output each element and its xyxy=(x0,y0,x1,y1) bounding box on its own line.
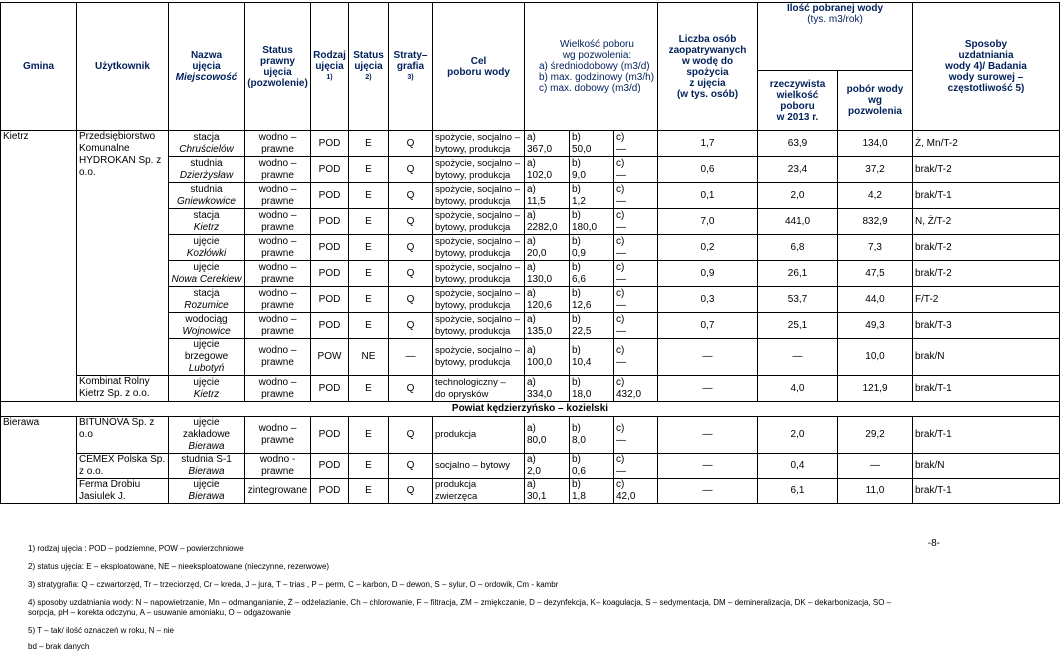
pobor-cell: 832,9 xyxy=(838,209,913,235)
avg-daily-cell: a) 102,0 xyxy=(525,157,570,183)
sposob-cell: brak/T-2 xyxy=(913,157,1060,183)
pobor-cell: 7,3 xyxy=(838,235,913,261)
max-daily-cell: c) 432,0 xyxy=(614,376,658,402)
stratygrafia-cell: Q xyxy=(389,209,433,235)
status-prawny-cell: wodno – prawne xyxy=(245,209,311,235)
nazwa-cell: stacja Kietrz xyxy=(169,209,245,235)
status-cell: E xyxy=(349,157,389,183)
stratygrafia-cell: Q xyxy=(389,376,433,402)
rzeczywista-cell: 4,0 xyxy=(758,376,838,402)
liczba-cell: 0,7 xyxy=(658,313,758,339)
sposob-cell: F/T-2 xyxy=(913,287,1060,313)
sposob-cell: brak/T-1 xyxy=(913,376,1060,402)
cel-cell: spożycie, socjalno – bytowy, produkcja xyxy=(433,183,525,209)
sposob-cell: brak/T-1 xyxy=(913,417,1060,454)
status-cell: E xyxy=(349,376,389,402)
max-hourly-cell: b) 50,0 xyxy=(570,131,614,157)
liczba-cell: 0,9 xyxy=(658,261,758,287)
status-prawny-cell: wodno – prawne xyxy=(245,261,311,287)
cel-cell: spożycie, socjalno – bytowy, produkcja xyxy=(433,131,525,157)
max-daily-cell: c) — xyxy=(614,209,658,235)
avg-daily-cell: a) 2,0 xyxy=(525,454,570,479)
header-wielkosc: Wielkość poboru wg pozwolenia: a) średniodobowy (m3/d) b) max. godzinowy (m3/h) c) max. dobowy (m3/d) xyxy=(525,3,658,131)
stratygrafia-cell: Q xyxy=(389,131,433,157)
max-hourly-cell: b) 0,9 xyxy=(570,235,614,261)
rzeczywista-cell: 2,0 xyxy=(758,183,838,209)
pobor-cell: 44,0 xyxy=(838,287,913,313)
table-row xyxy=(1,417,1060,454)
cel-cell: spożycie, socjalno – bytowy, produkcja xyxy=(433,157,525,183)
nazwa-cell: ujęcie Nowa Cerekiew xyxy=(169,261,245,287)
uzytkownik-cell: CEMEX Polska Sp. z o.o. xyxy=(77,454,169,479)
uzytkownik-cell: Kombinat Rolny Kietrz Sp. z o.o. xyxy=(77,376,169,402)
avg-daily-cell: a) 120,6 xyxy=(525,287,570,313)
footnote-2: 2) status ujęcia: E – eksploatowane, NE – nieeksploatowane (nieczynne, rezerwowe) xyxy=(28,562,330,571)
header-status-prawny: Status prawny ujęcia (pozwolenie) xyxy=(245,3,311,131)
sposob-cell: brak/T-1 xyxy=(913,183,1060,209)
max-daily-cell: c) — xyxy=(614,261,658,287)
stratygrafia-cell: Q xyxy=(389,454,433,479)
footnote-4: 4) sposoby uzdatniania wody: N – napowietrzanie, Mn – odmanganianie, Ż – odżelazianie, Ch – chlorowanie, F – filtracja, ZM – zmiękczanie, D – dezynfekcja, K– koagulacja, S – sedymentacja, DM – demineralizacja, DK – dekarbonizacja, SO – sorpcja, pH – korekta odczynu, A – usuwanie amoniaku, O – odgazowanie xyxy=(28,598,892,617)
water-intake-table xyxy=(0,2,1060,504)
sposob-cell: brak/T-2 xyxy=(913,235,1060,261)
cel-cell: spożycie, socjalno – bytowy, produkcja xyxy=(433,261,525,287)
cel-cell: spożycie, socjalno – bytowy, produkcja xyxy=(433,235,525,261)
rzeczywista-cell: — xyxy=(758,339,838,376)
rodzaj-cell: POW xyxy=(311,339,349,376)
max-daily-cell: c) — xyxy=(614,131,658,157)
avg-daily-cell: a) 367,0 xyxy=(525,131,570,157)
nazwa-cell: studnia Dzierżysław xyxy=(169,157,245,183)
status-prawny-cell: wodno – prawne xyxy=(245,376,311,402)
stratygrafia-cell: Q xyxy=(389,261,433,287)
status-cell: E xyxy=(349,209,389,235)
cel-cell: technologiczny – do oprysków xyxy=(433,376,525,402)
rodzaj-cell: POD xyxy=(311,131,349,157)
max-daily-cell: c) — xyxy=(614,313,658,339)
rodzaj-cell: POD xyxy=(311,454,349,479)
status-prawny-cell: wodno – prawne xyxy=(245,131,311,157)
powiat-row xyxy=(1,402,1060,417)
max-hourly-cell: b) 6,6 xyxy=(570,261,614,287)
pobor-cell: 11,0 xyxy=(838,479,913,504)
avg-daily-cell: a) 11,5 xyxy=(525,183,570,209)
nazwa-cell: ujęcie Kozłówki xyxy=(169,235,245,261)
sposob-cell: brak/T-1 xyxy=(913,479,1060,504)
max-hourly-cell: b) 22,5 xyxy=(570,313,614,339)
gmina-cell: Kietrz xyxy=(1,131,77,402)
pobor-cell: 121,9 xyxy=(838,376,913,402)
cel-cell: socjalno – bytowy xyxy=(433,454,525,479)
max-daily-cell: c) — xyxy=(614,339,658,376)
page-number: -8- xyxy=(927,538,940,549)
max-daily-cell: c) — xyxy=(614,183,658,209)
rzeczywista-cell: 2,0 xyxy=(758,417,838,454)
max-hourly-cell: b) 12,6 xyxy=(570,287,614,313)
nazwa-cell: stacja Chruścielów xyxy=(169,131,245,157)
rzeczywista-cell: 6,1 xyxy=(758,479,838,504)
max-daily-cell: c) — xyxy=(614,235,658,261)
pobor-cell: 4,2 xyxy=(838,183,913,209)
status-cell: E xyxy=(349,454,389,479)
avg-daily-cell: a) 100,0 xyxy=(525,339,570,376)
table-row xyxy=(1,376,1060,402)
rodzaj-cell: POD xyxy=(311,183,349,209)
max-daily-cell: c) 42,0 xyxy=(614,479,658,504)
max-hourly-cell: b) 180,0 xyxy=(570,209,614,235)
header-uzytkownik: Użytkownik xyxy=(77,3,169,131)
liczba-cell: 0,2 xyxy=(658,235,758,261)
status-cell: E xyxy=(349,131,389,157)
nazwa-cell: wodociąg Wojnowice xyxy=(169,313,245,339)
status-cell: E xyxy=(349,261,389,287)
rodzaj-cell: POD xyxy=(311,376,349,402)
rodzaj-cell: POD xyxy=(311,479,349,504)
status-prawny-cell: wodno – prawne xyxy=(245,287,311,313)
pobor-cell: 10,0 xyxy=(838,339,913,376)
rzeczywista-cell: 0,4 xyxy=(758,454,838,479)
status-prawny-cell: zintegrowane xyxy=(245,479,311,504)
stratygrafia-cell: — xyxy=(389,339,433,376)
header-pobor: pobór wody wg pozwolenia xyxy=(838,71,913,131)
pobor-cell: 134,0 xyxy=(838,131,913,157)
header-liczba: Liczba osób zaopatrywanych w wodę do spożycia z ujęcia (w tys. osób) xyxy=(658,3,758,131)
max-hourly-cell: b) 18,0 xyxy=(570,376,614,402)
stratygrafia-cell: Q xyxy=(389,417,433,454)
header-gmina: Gmina xyxy=(1,3,77,131)
max-daily-cell: c) — xyxy=(614,417,658,454)
pobor-cell: 29,2 xyxy=(838,417,913,454)
rzeczywista-cell: 53,7 xyxy=(758,287,838,313)
stratygrafia-cell: Q xyxy=(389,287,433,313)
status-cell: NE xyxy=(349,339,389,376)
status-cell: E xyxy=(349,479,389,504)
status-cell: E xyxy=(349,417,389,454)
liczba-cell: — xyxy=(658,479,758,504)
pobor-cell: 49,3 xyxy=(838,313,913,339)
status-prawny-cell: wodno – prawne xyxy=(245,183,311,209)
cel-cell: produkcja xyxy=(433,417,525,454)
liczba-cell: 1,7 xyxy=(658,131,758,157)
cel-cell: spożycie, socjalno – bytowy, produkcja xyxy=(433,339,525,376)
status-prawny-cell: wodno – prawne xyxy=(245,157,311,183)
liczba-cell: — xyxy=(658,376,758,402)
max-hourly-cell: b) 1,8 xyxy=(570,479,614,504)
footnote-6: bd – brak danych xyxy=(28,642,90,651)
cel-cell: produkcja zwierzęca xyxy=(433,479,525,504)
liczba-cell: 7,0 xyxy=(658,209,758,235)
header-nazwa: Nazwa ujęcia Miejscowość xyxy=(169,3,245,131)
sposob-cell: brak/N xyxy=(913,454,1060,479)
cel-cell: spożycie, socjalno – bytowy, produkcja xyxy=(433,209,525,235)
liczba-cell: — xyxy=(658,339,758,376)
pobor-cell: 47,5 xyxy=(838,261,913,287)
max-daily-cell: c) — xyxy=(614,287,658,313)
status-cell: E xyxy=(349,287,389,313)
liczba-cell: 0,1 xyxy=(658,183,758,209)
sposob-cell: brak/T-2 xyxy=(913,261,1060,287)
rodzaj-cell: POD xyxy=(311,235,349,261)
nazwa-cell: ujęcie Kietrz xyxy=(169,376,245,402)
stratygrafia-cell: Q xyxy=(389,479,433,504)
max-hourly-cell: b) 8,0 xyxy=(570,417,614,454)
rzeczywista-cell: 23,4 xyxy=(758,157,838,183)
liczba-cell: — xyxy=(658,454,758,479)
status-cell: E xyxy=(349,235,389,261)
footnote-1: 1) rodzaj ujęcia : POD – podziemne, POW – powierzchniowe xyxy=(28,544,244,553)
nazwa-cell: ujęcie brzegowe Lubotyń xyxy=(169,339,245,376)
footnote-5: 5) T – tak/ ilość oznaczeń w roku, N – nie xyxy=(28,626,174,635)
nazwa-cell: studnia S-1 Bierawa xyxy=(169,454,245,479)
avg-daily-cell: a) 2282,0 xyxy=(525,209,570,235)
uzytkownik-cell: BITUNOVA Sp. z o.o xyxy=(77,417,169,454)
rodzaj-cell: POD xyxy=(311,313,349,339)
header-cel: Cel poboru wody xyxy=(433,3,525,131)
rzeczywista-cell: 441,0 xyxy=(758,209,838,235)
sposob-cell: N, Ż/T-2 xyxy=(913,209,1060,235)
avg-daily-cell: a) 20,0 xyxy=(525,235,570,261)
cel-cell: spożycie, socjalno – bytowy, produkcja xyxy=(433,313,525,339)
cel-cell: spożycie, socjalno – bytowy, produkcja xyxy=(433,287,525,313)
max-daily-cell: c) — xyxy=(614,454,658,479)
table-row xyxy=(1,131,1060,157)
liczba-cell: 0,3 xyxy=(658,287,758,313)
status-prawny-cell: wodno - prawne xyxy=(245,454,311,479)
nazwa-cell: stacja Rozumice xyxy=(169,287,245,313)
pobor-cell: — xyxy=(838,454,913,479)
footnote-3: 3) stratygrafia: Q – czwartorzęd, Tr – trzeciorzęd, Cr – kreda, J – jura, T – trias , P – perm, C – karbon, D – dewon, S – sylur, O – ordowik, Cm - kambr xyxy=(28,580,559,589)
header-rodzaj: Rodzaj ujęcia $^{1)}$ xyxy=(311,3,349,131)
nazwa-cell: studnia Gniewkowice xyxy=(169,183,245,209)
rzeczywista-cell: 63,9 xyxy=(758,131,838,157)
gmina-cell: Bierawa xyxy=(1,417,77,504)
rzeczywista-cell: 26,1 xyxy=(758,261,838,287)
avg-daily-cell: a) 130,0 xyxy=(525,261,570,287)
nazwa-cell: ujęcie Bierawa xyxy=(169,479,245,504)
sposob-cell: brak/N xyxy=(913,339,1060,376)
status-prawny-cell: wodno – prawne xyxy=(245,339,311,376)
rodzaj-cell: POD xyxy=(311,261,349,287)
status-prawny-cell: wodno – prawne xyxy=(245,417,311,454)
avg-daily-cell: a) 135,0 xyxy=(525,313,570,339)
status-cell: E xyxy=(349,313,389,339)
nazwa-cell: ujęcie zakładowe Bierawa xyxy=(169,417,245,454)
header-rzeczywista: rzeczywista wielkość poboru w 2013 r. xyxy=(758,71,838,131)
avg-daily-cell: a) 334,0 xyxy=(525,376,570,402)
stratygrafia-cell: Q xyxy=(389,235,433,261)
uzytkownik-cell: Przedsiębiorstwo Komunalne HYDROKAN Sp. z o.o. xyxy=(77,131,169,376)
status-prawny-cell: wodno – prawne xyxy=(245,235,311,261)
header-sposoby: Sposoby uzdatniania wody 4)/ Badania wody surowej – częstotliwość 5) xyxy=(913,3,1060,131)
liczba-cell: — xyxy=(658,417,758,454)
liczba-cell: 0,6 xyxy=(658,157,758,183)
rodzaj-cell: POD xyxy=(311,209,349,235)
uzytkownik-cell: Ferma Drobiu Jasiulek J. xyxy=(77,479,169,504)
rzeczywista-cell: 25,1 xyxy=(758,313,838,339)
max-hourly-cell: b) 0,6 xyxy=(570,454,614,479)
stratygrafia-cell: Q xyxy=(389,313,433,339)
max-hourly-cell: b) 9,0 xyxy=(570,157,614,183)
rodzaj-cell: POD xyxy=(311,287,349,313)
rzeczywista-cell: 6,8 xyxy=(758,235,838,261)
sposob-cell: Ż, Mn/T-2 xyxy=(913,131,1060,157)
max-hourly-cell: b) 1,2 xyxy=(570,183,614,209)
header-stratygrafia: Straty– grafia $^{3)}$ xyxy=(389,3,433,131)
stratygrafia-cell: Q xyxy=(389,183,433,209)
avg-daily-cell: a) 80,0 xyxy=(525,417,570,454)
header-ilosc: Ilość pobranej wody (tys. m3/rok) xyxy=(758,3,913,71)
max-daily-cell: c) — xyxy=(614,157,658,183)
rodzaj-cell: POD xyxy=(311,157,349,183)
status-cell: E xyxy=(349,183,389,209)
status-prawny-cell: wodno – prawne xyxy=(245,313,311,339)
max-hourly-cell: b) 10,4 xyxy=(570,339,614,376)
header-status-ujecia: Status ujęcia $^{2)}$ xyxy=(349,3,389,131)
table-row xyxy=(1,454,1060,479)
table-row xyxy=(1,479,1060,504)
rodzaj-cell: POD xyxy=(311,417,349,454)
stratygrafia-cell: Q xyxy=(389,157,433,183)
avg-daily-cell: a) 30,1 xyxy=(525,479,570,504)
powiat-label: Powiat kędzierzyńsko – kozielski xyxy=(1,402,1060,417)
sposob-cell: brak/T-3 xyxy=(913,313,1060,339)
pobor-cell: 37,2 xyxy=(838,157,913,183)
